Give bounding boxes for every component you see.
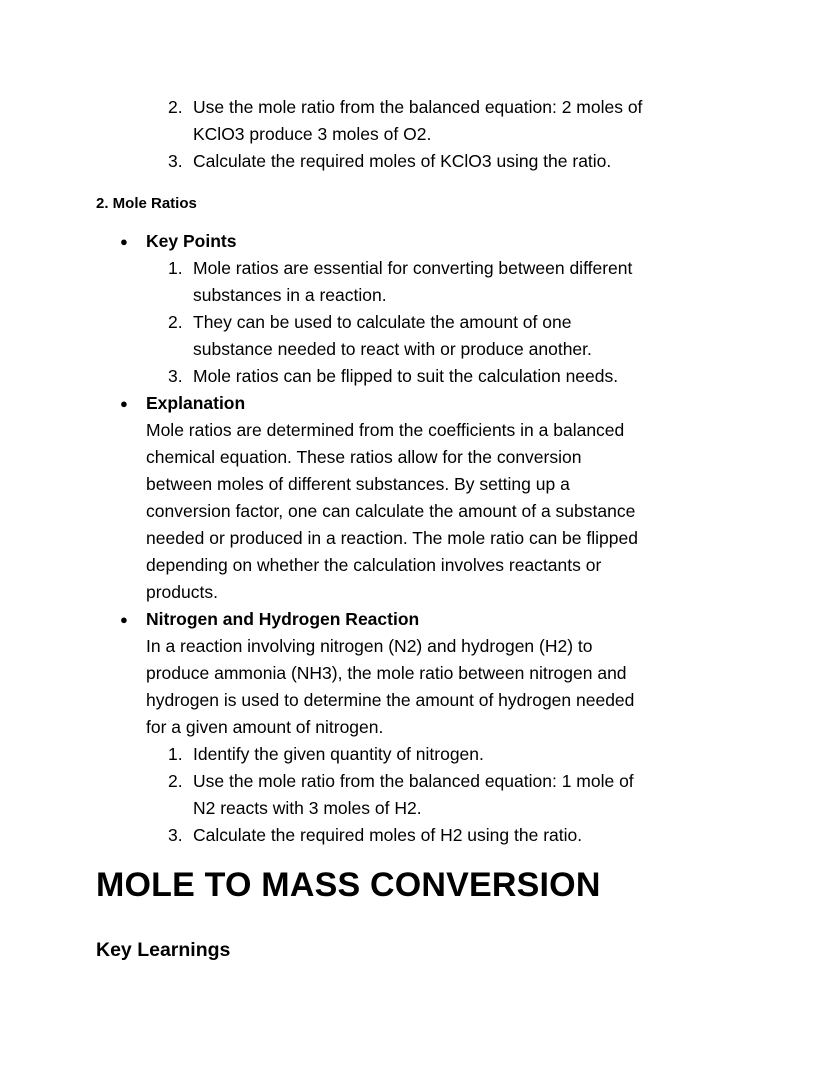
list-item xyxy=(96,309,738,363)
paragraph-line: needed or produced in a reaction. The mole ratio can be flipped xyxy=(146,528,638,548)
item-line: Mole ratios are essential for converting between different xyxy=(193,258,633,278)
item-line: Identify the given quantity of nitrogen. xyxy=(193,744,484,764)
item-line: substances in a reaction. xyxy=(193,285,387,305)
paragraph xyxy=(96,633,738,741)
paragraph-line: Mole ratios are determined from the coefficients in a balanced xyxy=(146,420,625,440)
paragraph-line: conversion factor, one can calculate the amount of a substance xyxy=(146,501,636,521)
item-line: KClO3 produce 3 moles of O2. xyxy=(193,124,432,144)
bullet-head xyxy=(96,606,738,633)
item-number: 2. xyxy=(168,312,183,332)
bullet-item-explanation xyxy=(96,390,738,606)
bullet-item-key-points xyxy=(96,228,738,390)
item-number: 1. xyxy=(168,258,183,278)
main-heading-mole-to-mass-conversion: MOLE TO MASS CONVERSION xyxy=(96,866,601,904)
paragraph-line: for a given amount of nitrogen. xyxy=(146,717,384,737)
bullet-title: Explanation xyxy=(146,393,246,413)
item-number: 2. xyxy=(168,97,183,117)
bullet-icon: ● xyxy=(120,612,128,627)
bullet-item-nitrogen-hydrogen-reaction xyxy=(96,606,738,849)
item-number: 3. xyxy=(168,366,183,386)
list-item xyxy=(96,741,738,768)
bullet-title: Nitrogen and Hydrogen Reaction xyxy=(146,609,420,629)
bullet-title: Key Points xyxy=(146,231,237,251)
item-number: 1. xyxy=(168,744,183,764)
paragraph-line: hydrogen is used to determine the amount of hydrogen needed xyxy=(146,690,635,710)
item-line: They can be used to calculate the amount of one xyxy=(193,312,572,332)
list-item xyxy=(96,148,738,175)
item-line: N2 reacts with 3 moles of H2. xyxy=(193,798,422,818)
item-line: substance needed to react with or produce another. xyxy=(193,339,592,359)
item-line: Mole ratios can be flipped to suit the calculation needs. xyxy=(193,366,619,386)
paragraph-line: produce ammonia (NH3), the mole ratio between nitrogen and xyxy=(146,663,627,683)
sub-heading-key-learnings: Key Learnings xyxy=(96,939,231,961)
item-number: 3. xyxy=(168,151,183,171)
paragraph-line: between moles of different substances. By setting up a xyxy=(146,474,570,494)
section-heading-mole-ratios: 2. Mole Ratios xyxy=(96,195,197,212)
bullet-icon: ● xyxy=(120,396,128,411)
paragraph-line: products. xyxy=(146,582,218,602)
bullet-head xyxy=(96,228,738,255)
numbered-list-kclo3-steps xyxy=(96,94,738,175)
paragraph-line: depending on whether the calculation involves reactants or xyxy=(146,555,602,575)
paragraph xyxy=(96,417,738,606)
bullet-icon: ● xyxy=(120,234,128,249)
bullet-head xyxy=(96,390,738,417)
list-item xyxy=(96,768,738,822)
item-number: 3. xyxy=(168,825,183,845)
item-line: Calculate the required moles of H2 using the ratio. xyxy=(193,825,583,845)
item-number: 2. xyxy=(168,771,183,791)
item-line: Use the mole ratio from the balanced equation: 2 moles of xyxy=(193,97,643,117)
list-item xyxy=(96,363,738,390)
paragraph-line: chemical equation. These ratios allow for the conversion xyxy=(146,447,582,467)
item-line: Calculate the required moles of KClO3 using the ratio. xyxy=(193,151,612,171)
paragraph-line: In a reaction involving nitrogen (N2) and hydrogen (H2) to xyxy=(146,636,593,656)
list-item xyxy=(96,822,738,849)
list-item xyxy=(96,94,738,148)
item-line: Use the mole ratio from the balanced equation: 1 mole of xyxy=(193,771,634,791)
list-item xyxy=(96,255,738,309)
bullet-list xyxy=(96,228,738,849)
